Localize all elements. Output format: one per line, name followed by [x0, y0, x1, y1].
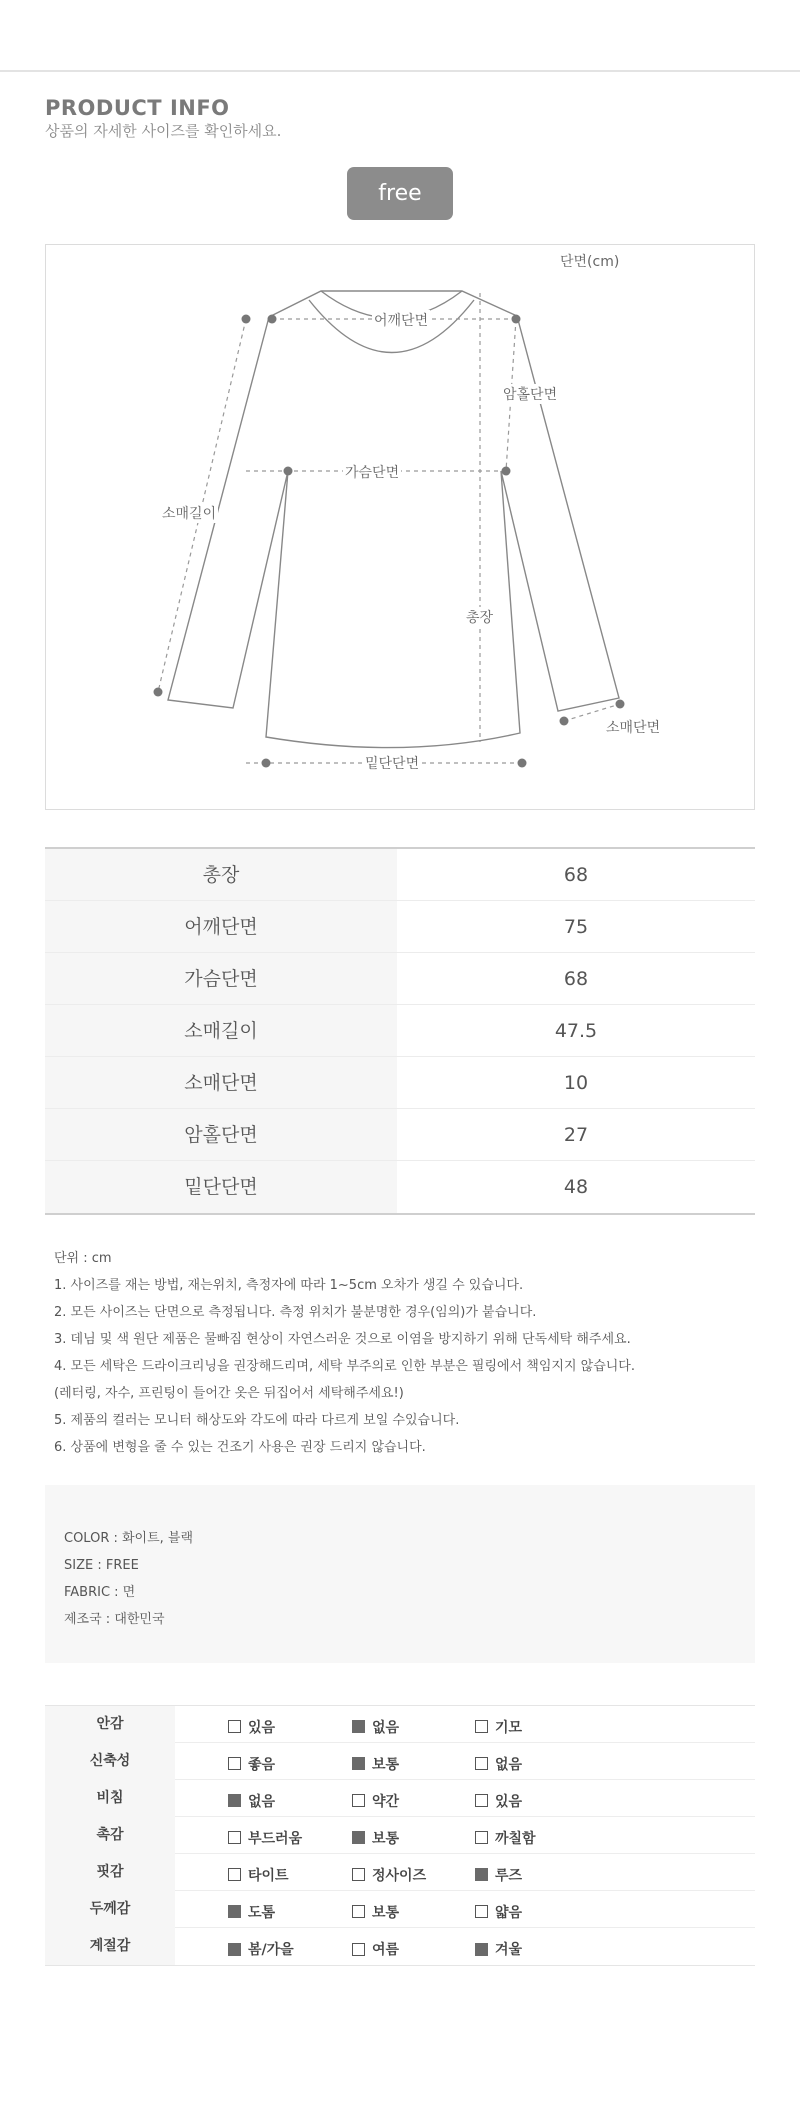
fit-option-label: 겨울: [495, 1942, 523, 1958]
fit-row: [45, 1854, 755, 1891]
size-label: 어깨단면: [45, 901, 397, 952]
fit-options: [175, 1780, 755, 1817]
size-free-button[interactable]: free: [347, 167, 453, 220]
fit-option-label: 없음: [248, 1793, 276, 1810]
unchecked-box-icon: [228, 1720, 241, 1733]
table-row: [45, 953, 755, 1005]
fit-option-label: 루즈: [495, 1867, 523, 1884]
fit-row-label: 계절감: [45, 1928, 175, 1965]
label-hem: 밑단단면: [363, 753, 421, 773]
size-diagram: [45, 244, 755, 810]
product-info-box: [45, 1485, 755, 1663]
unit-label: 단면(cm): [558, 251, 621, 271]
fit-option: [352, 1865, 426, 1885]
fit-option-label: 있음: [495, 1793, 523, 1810]
table-row: [45, 901, 755, 953]
measure-dots: [154, 315, 625, 768]
fit-row-label: 안감: [45, 1706, 175, 1743]
fit-option: [228, 1754, 275, 1774]
unchecked-box-icon: [475, 1905, 488, 1918]
fit-row-label: 촉감: [45, 1817, 175, 1854]
table-row: [45, 1005, 755, 1057]
fit-option: [475, 1902, 522, 1922]
fit-option-label: 있음: [248, 1719, 276, 1736]
checked-box-icon: [475, 1943, 488, 1956]
unchecked-box-icon: [228, 1868, 241, 1881]
checked-box-icon: [228, 1943, 241, 1956]
fit-option: [352, 1754, 399, 1774]
fit-option-label: 봄/가을: [248, 1942, 294, 1958]
unchecked-box-icon: [352, 1868, 365, 1881]
fit-option-label: 얇음: [495, 1904, 523, 1921]
label-shoulder: 어깨단면: [372, 310, 430, 330]
info-origin: 제조국 : 대한민국: [64, 1612, 165, 1627]
fit-option: [228, 1717, 275, 1737]
size-value: 27: [563, 1124, 589, 1146]
note-line: 3. 데님 및 색 원단 제품은 물빠짐 현상이 자연스러운 것으로 이염을 방지하기 위해 단독세탁 해주세요.: [54, 1332, 631, 1347]
fit-row: [45, 1706, 755, 1743]
fit-option: [475, 1717, 522, 1737]
measure-lines: [158, 293, 620, 763]
size-label: 총장: [45, 849, 397, 900]
fit-option: [475, 1754, 522, 1774]
fit-row: [45, 1891, 755, 1928]
size-label: 소매길이: [45, 1005, 397, 1056]
note-line: 단위 : cm: [54, 1251, 112, 1266]
note-line: 5. 제품의 컬러는 모니터 해상도와 각도에 따라 다르게 보일 수있습니다.: [54, 1413, 460, 1428]
fit-option: [228, 1902, 275, 1922]
fit-option-label: 타이트: [248, 1867, 289, 1884]
fit-option-label: 좋음: [248, 1756, 276, 1773]
fit-option-label: 기모: [495, 1719, 523, 1736]
fit-option-label: 여름: [372, 1942, 400, 1958]
fit-option: [228, 1791, 275, 1811]
note-line: (레터링, 자수, 프린팅이 들어간 옷은 뒤집어서 세탁해주세요!): [54, 1386, 404, 1401]
size-value: 47.5: [554, 1020, 598, 1042]
fit-option: [352, 1828, 399, 1848]
size-label: 밑단단면: [45, 1161, 397, 1213]
unchecked-box-icon: [228, 1831, 241, 1844]
fit-option-label: 약간: [372, 1793, 400, 1810]
fit-row: [45, 1743, 755, 1780]
fit-row-label: 비침: [45, 1780, 175, 1817]
size-table: [45, 847, 755, 1215]
fit-option: [352, 1717, 399, 1737]
table-row: [45, 1161, 755, 1213]
fit-option-label: 보통: [372, 1756, 400, 1773]
unchecked-box-icon: [475, 1720, 488, 1733]
size-value: 75: [563, 916, 589, 938]
fit-option: [475, 1939, 522, 1959]
size-value: 68: [563, 968, 589, 990]
fit-row: [45, 1928, 755, 1965]
page-title: PRODUCT INFO: [45, 96, 230, 120]
size-value: 68: [563, 864, 589, 886]
table-row: [45, 1057, 755, 1109]
checked-box-icon: [475, 1868, 488, 1881]
size-value: 48: [563, 1176, 589, 1198]
shirt-outline: [168, 291, 619, 748]
unchecked-box-icon: [352, 1943, 365, 1956]
fit-options: [175, 1854, 755, 1891]
fit-option: [352, 1791, 399, 1811]
label-sleeve-width: 소매단면: [604, 717, 662, 737]
fit-option: [228, 1828, 302, 1848]
note-line: 1. 사이즈를 재는 방법, 재는위치, 측정자에 따라 1~5cm 오차가 생길 수 있습니다.: [54, 1278, 524, 1293]
info-size: SIZE : FREE: [64, 1558, 139, 1573]
size-notes: [54, 1245, 635, 1461]
unchecked-box-icon: [475, 1831, 488, 1844]
unchecked-box-icon: [475, 1757, 488, 1770]
fit-option: [228, 1939, 294, 1959]
checked-box-icon: [352, 1720, 365, 1733]
label-sleeve-length: 소매길이: [160, 503, 218, 523]
unchecked-box-icon: [228, 1757, 241, 1770]
fit-row-label: 신축성: [45, 1743, 175, 1780]
unchecked-box-icon: [352, 1905, 365, 1918]
fit-option: [475, 1791, 522, 1811]
note-line: 4. 모든 세탁은 드라이크리닝을 권장해드리며, 세탁 부주의로 인한 부분은 필링에서 책임지지 않습니다.: [54, 1359, 636, 1374]
fit-option-label: 까칠함: [495, 1830, 536, 1847]
fit-option-label: 보통: [372, 1830, 400, 1847]
fit-option: [228, 1865, 289, 1885]
size-label: 암홀단면: [45, 1109, 397, 1160]
fit-row: [45, 1780, 755, 1817]
fit-options: [175, 1891, 755, 1928]
note-line: 6. 상품에 변형을 줄 수 있는 건조기 사용은 권장 드리지 않습니다.: [54, 1440, 426, 1455]
fit-options: [175, 1706, 755, 1743]
size-label: 가슴단면: [45, 953, 397, 1004]
unchecked-box-icon: [352, 1794, 365, 1807]
fit-options: [175, 1743, 755, 1780]
page-subtitle: 상품의 자세한 사이즈를 확인하세요.: [45, 122, 282, 140]
fit-option-label: 없음: [372, 1719, 400, 1736]
table-row: [45, 1109, 755, 1161]
fit-table: [45, 1705, 755, 1966]
fit-option-label: 보통: [372, 1904, 400, 1921]
checked-box-icon: [228, 1905, 241, 1918]
fit-option-label: 정사이즈: [372, 1867, 427, 1884]
info-color: COLOR : 화이트, 블랙: [64, 1531, 194, 1546]
fit-option-label: 도톰: [248, 1904, 276, 1921]
table-row: [45, 849, 755, 901]
size-label: 소매단면: [45, 1057, 397, 1108]
label-chest: 가슴단면: [343, 462, 401, 482]
fit-row-label: 두께감: [45, 1891, 175, 1928]
fit-options: [175, 1817, 755, 1854]
unchecked-box-icon: [475, 1794, 488, 1807]
fit-row: [45, 1817, 755, 1854]
checked-box-icon: [228, 1794, 241, 1807]
note-line: 2. 모든 사이즈는 단면으로 측정됩니다. 측정 위치가 불분명한 경우(임의)가 붙습니다.: [54, 1305, 537, 1320]
size-value: 10: [563, 1072, 589, 1094]
fit-option-label: 없음: [495, 1756, 523, 1773]
checked-box-icon: [352, 1757, 365, 1770]
fit-option: [475, 1865, 522, 1885]
info-fabric: FABRIC : 면: [64, 1585, 136, 1600]
fit-option: [352, 1902, 399, 1922]
fit-option: [475, 1828, 536, 1848]
checked-box-icon: [352, 1831, 365, 1844]
fit-option: [352, 1939, 399, 1959]
fit-row-label: 핏감: [45, 1854, 175, 1891]
label-total-length: 총장: [464, 607, 495, 627]
fit-option-label: 부드러움: [248, 1830, 303, 1847]
label-armhole: 암홀단면: [501, 384, 559, 404]
top-divider: [0, 70, 800, 72]
fit-options: [175, 1928, 755, 1965]
